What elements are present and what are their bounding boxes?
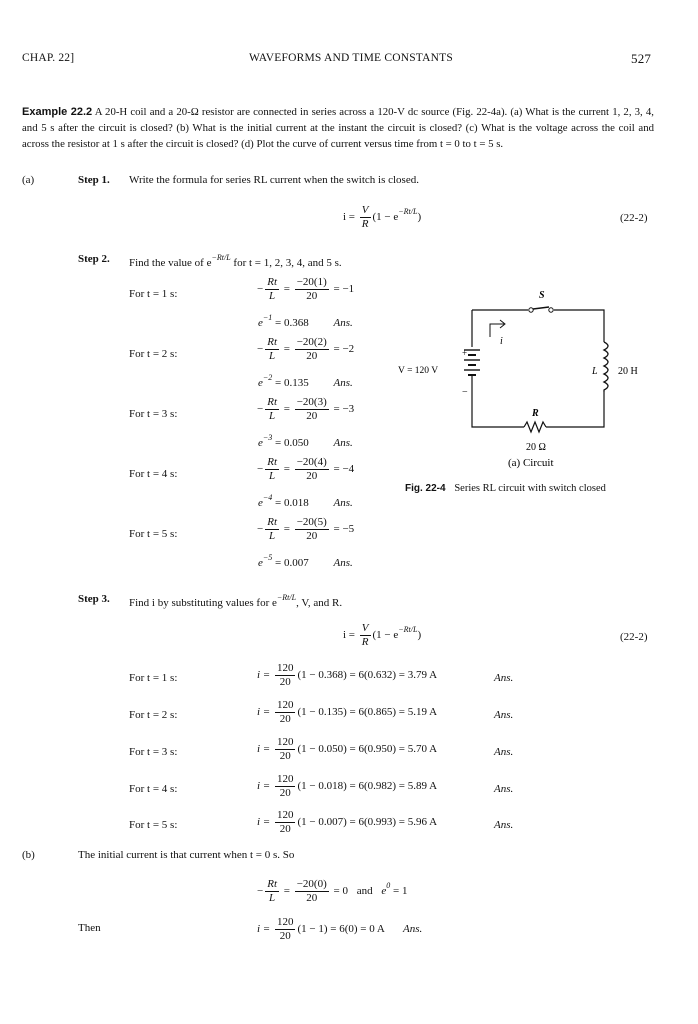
step3-row-label: For t = 2 s:	[129, 709, 178, 721]
current-num: 120	[276, 809, 294, 821]
ratio-lhs-num: Rt	[267, 516, 277, 528]
exp-base: e	[258, 377, 263, 389]
current-den: 20	[279, 787, 291, 799]
part-b-equation-1: − $\frac{Rt}{L}$ = $\frac{-20(0)}{20}$ = 0 and $e^0 = 1$	[257, 878, 408, 904]
current-den: 20	[279, 823, 291, 835]
ratio-rhs-num: −20(2)	[296, 336, 327, 348]
ans-label: Ans.	[494, 819, 514, 831]
b2-den: 20	[279, 930, 291, 942]
inductor-label: L	[592, 366, 598, 377]
ratio-lhs-num: Rt	[267, 396, 277, 408]
current-rest: (1 − 0.050) = 6(0.950) = 5.70 A	[297, 743, 438, 756]
resistor-symbol	[524, 422, 546, 432]
formula-rl-current-2	[343, 622, 421, 649]
part-b-equation-2	[257, 916, 422, 943]
step3-current-equation	[257, 809, 437, 836]
step2-exp-equation	[258, 313, 353, 329]
equation-number-2: (22-2)	[620, 631, 648, 643]
step2-label: Step 2.	[78, 253, 110, 265]
step3-text-before: Find i by substituting values for e	[129, 597, 277, 609]
step3-current-equation	[257, 736, 437, 763]
current-num: 120	[276, 773, 294, 785]
step2-row-label: For t = 3 s:	[129, 408, 178, 420]
step2-exp: −Rt/L	[211, 253, 231, 262]
step2-text-before: Find the value of e	[129, 257, 212, 269]
exp-power: −5	[262, 553, 273, 562]
exp-power: −4	[262, 493, 273, 502]
current-rest: (1 − 0.368) = 6(0.632) = 3.79 A	[297, 669, 438, 682]
ans-label: Ans.	[333, 317, 353, 329]
step3-row-label: For t = 3 s:	[129, 746, 178, 758]
part-a-label: (a)	[22, 174, 35, 186]
formula-rl-current	[343, 204, 421, 231]
resistor-label: R	[532, 408, 539, 419]
current-label: i	[500, 336, 503, 347]
inductor-symbol	[604, 342, 608, 392]
inductor-value: 20 H	[618, 366, 638, 377]
page-header-title: WAVEFORMS AND TIME CONSTANTS	[249, 52, 453, 64]
circuit-subcaption: (a) Circuit	[508, 457, 554, 469]
ans-label: Ans.	[333, 437, 353, 449]
ratio-lhs-den: L	[269, 530, 276, 542]
b-and: and	[356, 885, 373, 898]
source-label: V = 120 V	[398, 366, 439, 376]
step3-row-label: For t = 5 s:	[129, 819, 178, 831]
step3-text	[129, 593, 342, 609]
step2-row-label: For t = 4 s:	[129, 468, 178, 480]
example-statement	[22, 104, 654, 152]
current-rest: (1 − 0.135) = 6(0.865) = 5.19 A	[297, 706, 438, 719]
ans-label: Ans.	[333, 557, 353, 569]
exp-power: −3	[262, 433, 273, 442]
minus-sign: −	[462, 387, 468, 398]
exp-value: = 0.007	[275, 557, 309, 569]
exp-base: e	[258, 557, 263, 569]
formula-tail: (1 − e	[372, 211, 399, 224]
exp-base: e	[258, 437, 263, 449]
figure-caption	[405, 482, 606, 494]
ans-label: Ans.	[494, 783, 514, 795]
ratio-rhs-den: 20	[306, 350, 318, 362]
b-rhs-den: 20	[306, 892, 318, 904]
exp-value: = 0.368	[275, 317, 309, 329]
exp-value: = 0.050	[275, 437, 309, 449]
formula2-den: R	[361, 636, 369, 648]
ratio-result: = −4	[333, 463, 355, 476]
b2-rest: (1 − 1) = 6(0) = 0 A	[297, 923, 385, 936]
exp-value: = 0.018	[275, 497, 309, 509]
ratio-rhs-den: 20	[306, 470, 318, 482]
current-num: 120	[276, 699, 294, 711]
exp-value: = 0.135	[275, 377, 309, 389]
ans-label: Ans.	[494, 746, 514, 758]
step1-label: Step 1.	[78, 174, 110, 186]
ratio-lhs-den: L	[269, 410, 276, 422]
current-num: 120	[276, 736, 294, 748]
formula-lhs: i =	[343, 211, 356, 224]
step2-row-label: For t = 2 s:	[129, 348, 178, 360]
exp-power: −1	[262, 313, 273, 322]
ratio-rhs-num: −20(3)	[296, 396, 327, 408]
step3-exp: −Rt/L	[276, 593, 297, 602]
b-exp-value: = 1	[393, 885, 408, 898]
step3-current-equation	[257, 699, 437, 726]
step2-text-after: for t = 1, 2, 3, 4, and 5 s.	[233, 257, 342, 269]
current-rest: (1 − 0.018) = 6(0.982) = 5.89 A	[297, 780, 438, 793]
current-den: 20	[279, 713, 291, 725]
step3-text-after: , V, and R.	[296, 597, 343, 609]
current-lhs: i =	[257, 780, 271, 793]
ans-label: Ans.	[333, 377, 353, 389]
step2-ratio-equation: − $\frac{Rt}{L}$ = $\frac{-20(5)}{20}$ = −5	[257, 516, 355, 542]
chapter-label: CHAP. 22]	[22, 52, 75, 64]
current-lhs: i =	[257, 816, 271, 829]
formula-den: R	[361, 218, 369, 230]
step2-ratio-equation: − $\frac{Rt}{L}$ = $\frac{-20(4)}{20}$ = −4	[257, 456, 355, 482]
exp-base: e	[258, 317, 263, 329]
current-lhs: i =	[257, 706, 271, 719]
ratio-lhs-num: Rt	[267, 276, 277, 288]
ratio-result: = −2	[333, 343, 355, 356]
ratio-lhs-den: L	[269, 470, 276, 482]
formula2-exp: −Rt/L	[398, 625, 418, 635]
example-label: Example 22.2	[22, 106, 93, 118]
equation-number: (22-2)	[620, 212, 648, 224]
ratio-rhs-den: 20	[306, 290, 318, 302]
step2-exp-equation	[258, 493, 353, 509]
figure-caption-text: Series RL circuit with switch closed	[454, 483, 606, 494]
formula2-tail: (1 − e	[372, 629, 399, 642]
ratio-lhs-den: L	[269, 290, 276, 302]
step3-current-equation	[257, 662, 437, 689]
current-rest: (1 − 0.007) = 6(0.993) = 5.96 A	[297, 816, 438, 829]
ans-label: Ans.	[494, 709, 514, 721]
plus-sign: +	[462, 348, 468, 358]
resistor-value: 20 Ω	[526, 442, 546, 453]
step3-label: Step 3.	[78, 593, 110, 605]
exp-power: −2	[262, 373, 273, 382]
formula-exp: −Rt/L	[398, 207, 418, 217]
switch-label: S	[539, 290, 545, 301]
b2-lhs: i =	[257, 923, 271, 936]
part-b-label: (b)	[22, 849, 35, 861]
current-den: 20	[279, 676, 291, 688]
b-result: = 0	[333, 885, 348, 898]
ratio-lhs-num: Rt	[267, 456, 277, 468]
current-arrow	[490, 320, 505, 337]
ratio-result: = −1	[333, 283, 355, 296]
ratio-result: = −5	[333, 523, 355, 536]
page-number: 527	[631, 51, 652, 66]
b-rhs-num: −20(0)	[296, 878, 327, 890]
step1-text: Write the formula for series RL current when the switch is closed.	[129, 174, 419, 186]
example-text: A 20-H coil and a 20-Ω resistor are connected in series across a 120-V dc source (Fig. 22-4a). (a) What is the current 1, 2, 3, 4, and 5 s after the circuit is closed? (b) What is the initial current at the instant the circuit is closed? (c) What is the voltage across the coil and across the resistor at 1 s after the circuit is closed? (d) Plot the curve of current versus time from t = 0 to t = 5 s.	[22, 106, 654, 150]
ratio-rhs-num: −20(1)	[296, 276, 327, 288]
step2-exp-equation	[258, 553, 353, 569]
formula2-num: V	[361, 622, 369, 634]
circuit-diagram	[396, 282, 656, 472]
exp-base: e	[258, 497, 263, 509]
formula2-close: )	[417, 629, 422, 642]
step2-ratio-equation: − $\frac{Rt}{L}$ = $\frac{-20(2)}{20}$ = −2	[257, 336, 355, 362]
b2-num: 120	[276, 916, 294, 928]
step2-row-label: For t = 5 s:	[129, 528, 178, 540]
ans-label: Ans.	[333, 497, 353, 509]
ratio-rhs-den: 20	[306, 530, 318, 542]
b-lhs-num: Rt	[267, 878, 277, 890]
ratio-lhs-den: L	[269, 350, 276, 362]
b-exp: 0	[386, 881, 391, 891]
step2-ratio-equation: − $\frac{Rt}{L}$ = $\frac{-20(3)}{20}$ = −3	[257, 396, 355, 422]
switch-symbol	[529, 307, 553, 312]
formula-num: V	[361, 204, 369, 216]
ratio-rhs-num: −20(4)	[296, 456, 327, 468]
step3-current-equation	[257, 773, 437, 800]
part-b-text: The initial current is that current when t = 0 s. So	[78, 849, 295, 861]
step2-exp-equation	[258, 373, 353, 389]
ratio-lhs-num: Rt	[267, 336, 277, 348]
b-lhs-den: L	[269, 892, 276, 904]
step2-text	[129, 253, 342, 269]
b2-ans: Ans.	[402, 923, 423, 936]
step2-row-label: For t = 1 s:	[129, 288, 178, 300]
current-den: 20	[279, 750, 291, 762]
step3-row-label: For t = 1 s:	[129, 672, 178, 684]
ratio-rhs-den: 20	[306, 410, 318, 422]
b-exp-base: e	[381, 885, 387, 898]
current-lhs: i =	[257, 743, 271, 756]
current-num: 120	[276, 662, 294, 674]
current-lhs: i =	[257, 669, 271, 682]
formula-close: )	[417, 211, 422, 224]
ratio-rhs-num: −20(5)	[296, 516, 327, 528]
ratio-result: = −3	[333, 403, 355, 416]
figure-caption-label: Fig. 22-4	[405, 483, 446, 494]
step3-row-label: For t = 4 s:	[129, 783, 178, 795]
ans-label: Ans.	[494, 672, 514, 684]
step2-ratio-equation: − $\frac{Rt}{L}$ = $\frac{-20(1)}{20}$ = −1	[257, 276, 355, 302]
step2-exp-equation	[258, 433, 353, 449]
then-label: Then	[78, 922, 101, 934]
formula2-lhs: i =	[343, 629, 356, 642]
